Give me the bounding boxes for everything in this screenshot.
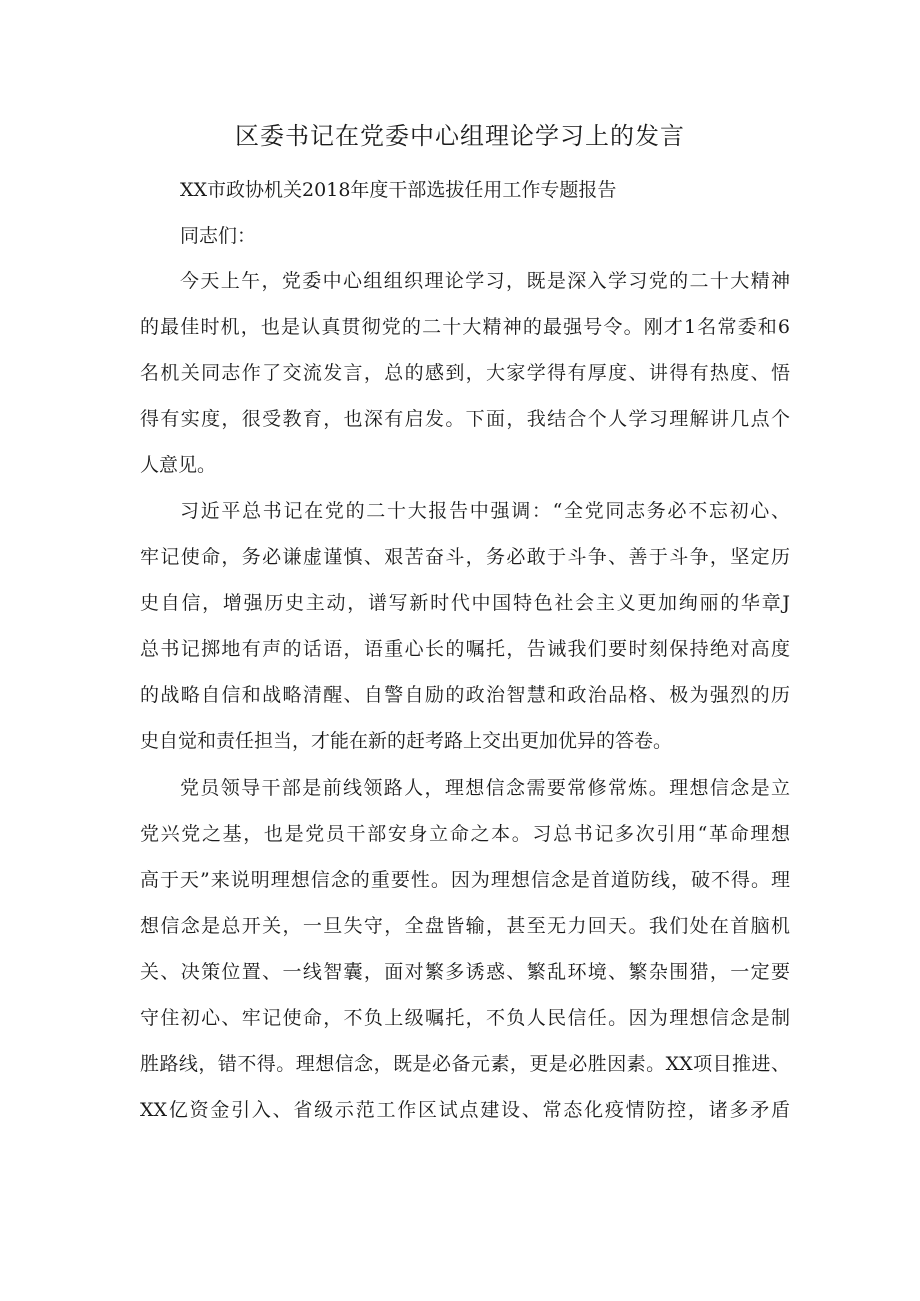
- paragraph-3-line-4: 想信念是总开关，一旦失守，全盘皆输，甚至无力回天。我们处在首脑机: [140, 915, 790, 937]
- paragraph-2-line-6: 史自觉和责任担当，才能在新的赶考路上交出更加优异的答卷。: [140, 730, 673, 752]
- paragraph-1-line-3: 名机关同志作了交流发言，总的感到，大家学得有厚度、讲得有热度、悟: [140, 362, 790, 384]
- paragraph-3-line-1: 党员领导干部是前线领路人，理想信念需要常修常炼。理想信念是立: [180, 777, 790, 799]
- paragraph-1-line-1: 今天上午，党委中心组组织理论学习，既是深入学习党的二十大精神: [180, 270, 790, 292]
- paragraph-1-line-5: 人意见。: [140, 454, 217, 476]
- paragraph-2-line-5: 的战略自信和战略清醒、自警自励的政治智慧和政治品格、极为强烈的历: [140, 684, 790, 706]
- paragraph-3-line-7: 胜路线，错不得。理想信念，既是必备元素，更是必胜因素。XX项目推进、: [140, 1053, 790, 1075]
- paragraph-1-line-4: 得有实度，很受教育，也深有启发。下面，我结合个人学习理解讲几点个: [140, 408, 790, 430]
- paragraph-2-line-3: 史自信，增强历史主动，谱写新时代中国特色社会主义更加绚丽的华章J: [140, 592, 790, 614]
- paragraph-3-line-5: 关、决策位置、一线智囊，面对繁多诱惑、繁乱环境、繁杂围猎，一定要: [140, 961, 790, 983]
- paragraph-2-line-1: 习近平总书记在党的二十大报告中强调：“全党同志务必不忘初心、: [180, 500, 790, 522]
- paragraph-3-line-2: 党兴党之基，也是党员干部安身立命之本。习总书记多次引用“革命理想: [140, 823, 790, 845]
- greeting: 同志们：: [180, 225, 257, 247]
- paragraph-2-line-4: 总书记掷地有声的话语，语重心长的嘱托，告诫我们要时刻保持绝对高度: [140, 638, 790, 660]
- paragraph-3-line-3: 高于天”来说明理想信念的重要性。因为理想信念是首道防线，破不得。理: [140, 869, 790, 891]
- document-title: 区委书记在党委中心组理论学习上的发言: [235, 122, 685, 150]
- paragraph-3-line-6: 守住初心、牢记使命，不负上级嘱托，不负人民信任。因为理想信念是制: [140, 1007, 790, 1029]
- paragraph-3-line-8: XX亿资金引入、省级示范工作区试点建设、常态化疫情防控，诸多矛盾: [140, 1099, 790, 1121]
- paragraph-2-line-2: 牢记使命，务必谦虚谨慎、艰苦奋斗，务必敢于斗争、善于斗争，坚定历: [140, 546, 790, 568]
- paragraph-1-line-2: 的最佳时机，也是认真贯彻党的二十大精神的最强号令。刚才1名常委和6: [140, 316, 790, 338]
- document-subtitle: XX市政协机关2018年度干部选拔任用工作专题报告: [180, 179, 617, 201]
